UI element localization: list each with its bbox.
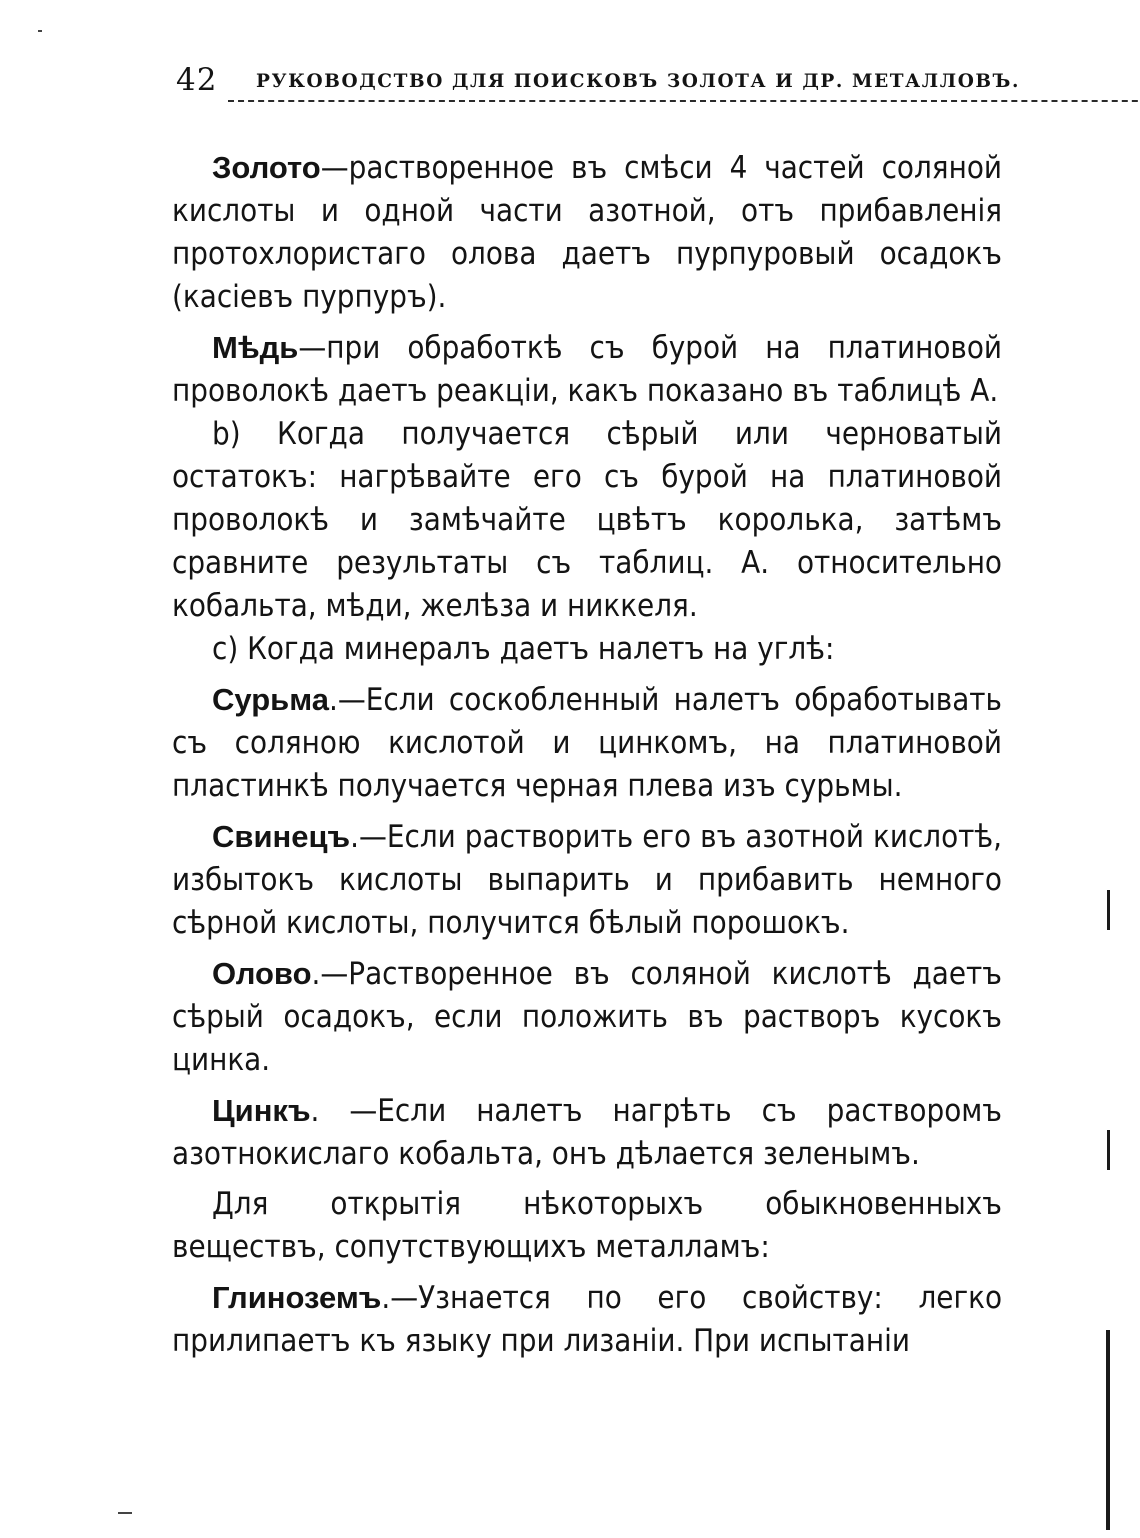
scan-edge-mark — [1107, 1130, 1110, 1170]
paragraph-copper — [172, 326, 1002, 413]
term-gold: Золото — [212, 150, 321, 185]
paragraph-antimony — [172, 678, 1002, 808]
paragraph-zinc — [172, 1089, 1002, 1176]
paragraph-text: —при обработкѣ съ бурой на платиновой проволокѣ даетъ реакціи, какъ показано въ таблицѣ А. — [172, 330, 1002, 409]
page-number: 42 — [176, 62, 218, 98]
body-text — [172, 146, 1002, 1363]
paragraph-text: Для открытія нѣкоторыхъ обыкновенныхъ веществъ, сопутствующихъ металламъ: — [172, 1186, 1002, 1265]
term-alumina: Глиноземъ — [212, 1280, 382, 1315]
paragraph-item-b — [172, 413, 1002, 628]
paragraph-accompanying-substances — [172, 1183, 1002, 1269]
term-antimony: Сурьма — [212, 682, 329, 717]
term-tin: Олово — [212, 956, 312, 991]
paragraph-text: —растворенное въ смѣси 4 частей соляной кислоты и одной части азотной, отъ прибавленія протохлористаго олова даетъ пурпуровый осадокъ (касіевъ пурпуръ). — [172, 150, 1002, 315]
paragraph-text: b) Когда получается сѣрый или черноватый остатокъ: нагрѣвайте его съ бурой на платиновой проволокѣ и замѣчайте цвѣтъ королька, затѣмъ сравните результаты съ таблиц. А. относительно кобальта, мѣди, желѣза и никкеля. — [172, 416, 1002, 624]
paragraph-tin — [172, 952, 1002, 1082]
header-rule — [228, 100, 1140, 102]
running-head — [176, 62, 1021, 102]
paragraph-lead — [172, 815, 1002, 945]
scan-edge-mark — [1106, 1330, 1110, 1530]
paragraph-item-c — [172, 628, 1002, 671]
scan-speck — [118, 1512, 132, 1514]
scan-speck — [38, 30, 42, 32]
paragraph-text: . —Если налетъ нагрѣть съ растворомъ азотнокислаго кобальта, онъ дѣлается зеленымъ. — [172, 1093, 1002, 1172]
paragraph-text: c) Когда минералъ даетъ налетъ на углѣ: — [212, 631, 835, 667]
scan-edge-mark — [1107, 890, 1110, 930]
paragraph-text: .—Растворенное въ соляной кислотѣ даетъ сѣрый осадокъ, если положить въ растворъ кусокъ цинка. — [172, 956, 1002, 1078]
paragraph-gold — [172, 146, 1002, 319]
running-title: РУКОВОДСТВО ДЛЯ ПОИСКОВЪ ЗОЛОТА И ДР. МЕТАЛЛОВЪ. — [256, 71, 1021, 92]
paragraph-alumina — [172, 1276, 1002, 1363]
term-zinc: Цинкъ — [212, 1093, 311, 1128]
paragraph-text: .—Если соскобленный налетъ обработывать съ соляною кислотой и цинкомъ, на платиновой пластинкѣ получается черная плева изъ сурьмы. — [172, 682, 1002, 804]
term-lead: Свинецъ — [212, 819, 351, 854]
term-copper: Мѣдь — [212, 330, 299, 365]
paragraph-text: .—Если растворить его въ азотной кислотѣ, избытокъ кислоты выпарить и прибавить немного сѣрной кислоты, получится бѣлый порошокъ. — [172, 819, 1002, 941]
paragraph-text: .—Узнается по его свойству: легко прилипаетъ къ языку при лизаніи. При испытаніи — [172, 1280, 1002, 1359]
